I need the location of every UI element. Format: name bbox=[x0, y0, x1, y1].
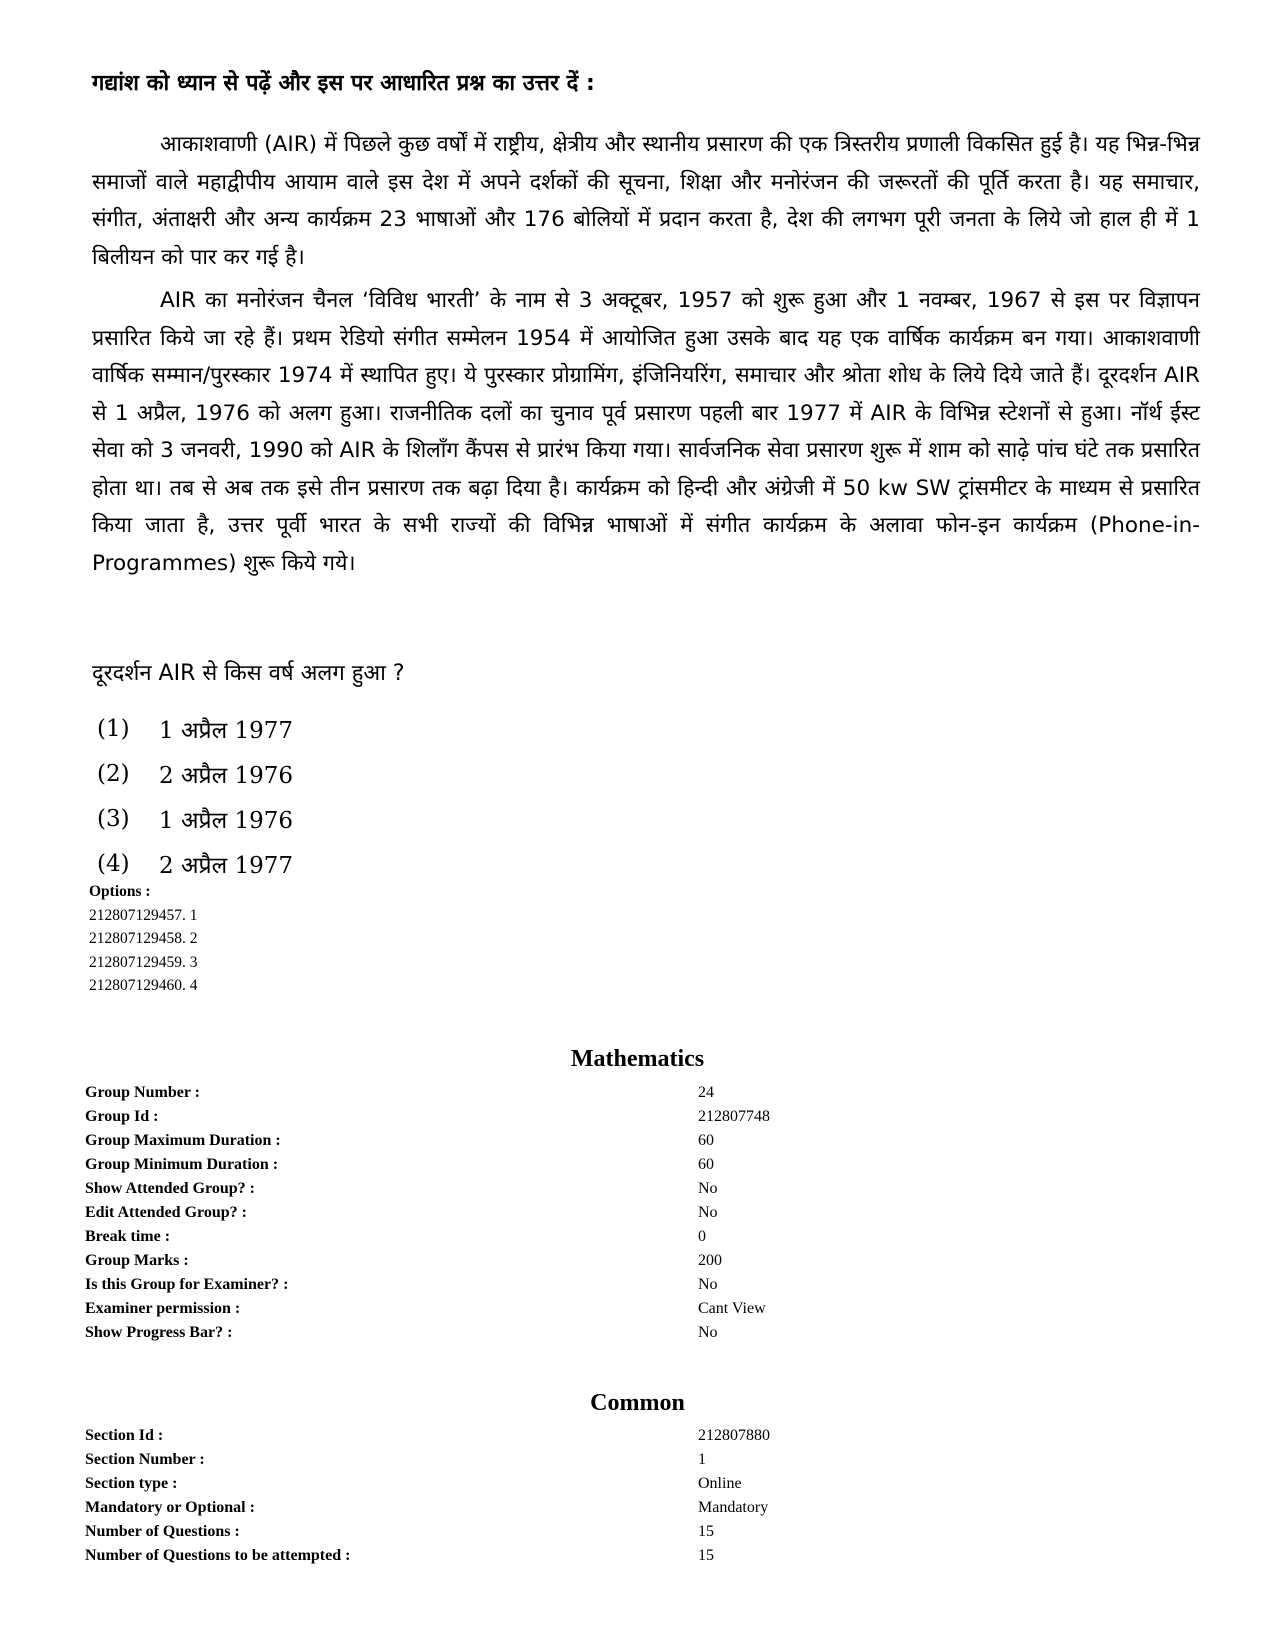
detail-value: 212807748 bbox=[698, 1108, 770, 1125]
group-details bbox=[85, 1081, 1185, 1345]
detail-row bbox=[85, 1129, 1185, 1153]
detail-row bbox=[85, 1081, 1185, 1105]
option-id-item: 212807129460. 4 bbox=[89, 977, 198, 994]
detail-row bbox=[85, 1496, 1185, 1520]
detail-value: 1 bbox=[698, 1451, 706, 1468]
detail-key: Section type : bbox=[85, 1475, 178, 1492]
detail-value: No bbox=[698, 1324, 718, 1341]
choice-number: (2) bbox=[97, 760, 130, 787]
detail-value: Cant View bbox=[698, 1300, 766, 1317]
choice-text: 2 अप्रैल 1976 bbox=[159, 762, 294, 789]
detail-row bbox=[85, 1544, 1185, 1568]
detail-row bbox=[85, 1297, 1185, 1321]
detail-key: Is this Group for Examiner? : bbox=[85, 1276, 289, 1293]
passage-paragraph-1: आकाशवाणी (AIR) में पिछले कुछ वर्षों में राष्ट्रीय, क्षेत्रीय और स्थानीय प्रसारण की एक त्रिस्तरीय प्रणाली विकसित हुई है। यह भिन्न-भिन्न समाजों वाले महाद्वीपीय आयाम वाले इस देश में अपने दर्शकों की सूचना, शिक्षा और मनोरंजन की जरूरतों की पूर्ति करता है। यह समाचार, संगीत, अंताक्षरी और अन्य कार्यक्रम 23 भाषाओं और 176 बोलियों में प्रदान करता है, देश की लगभग पूरी जनता के लिये जो हाल ही में 1 बिलीयन को पार कर गई है। bbox=[92, 132, 1200, 270]
group-title: Mathematics bbox=[570, 1046, 705, 1072]
option-id-item: 212807129458. 2 bbox=[89, 930, 198, 947]
detail-value: No bbox=[698, 1276, 718, 1293]
detail-key: Show Progress Bar? : bbox=[85, 1324, 233, 1341]
section-details bbox=[85, 1424, 1185, 1568]
detail-value: No bbox=[698, 1204, 718, 1221]
detail-row bbox=[85, 1105, 1185, 1129]
answer-choices bbox=[97, 706, 293, 886]
choice-text: 1 अप्रैल 1977 bbox=[159, 717, 294, 744]
options-label: Options : bbox=[89, 883, 151, 900]
section-title: Common bbox=[590, 1390, 685, 1416]
choice-3 bbox=[97, 796, 293, 841]
detail-value: Online bbox=[698, 1475, 742, 1492]
detail-key: Group Marks : bbox=[85, 1252, 189, 1269]
detail-value: Mandatory bbox=[698, 1499, 769, 1516]
choice-number: (1) bbox=[97, 715, 130, 742]
detail-value: 24 bbox=[698, 1084, 714, 1101]
detail-row bbox=[85, 1520, 1185, 1544]
choice-number: (4) bbox=[97, 850, 130, 877]
option-ids bbox=[89, 880, 198, 998]
detail-key: Break time : bbox=[85, 1228, 171, 1245]
detail-row bbox=[85, 1424, 1185, 1448]
detail-key: Group Minimum Duration : bbox=[85, 1156, 279, 1173]
option-id-item: 212807129459. 3 bbox=[89, 953, 198, 971]
detail-value: 60 bbox=[698, 1156, 714, 1173]
detail-value: 212807880 bbox=[698, 1427, 770, 1444]
detail-key: Section Number : bbox=[85, 1451, 205, 1468]
choice-number: (3) bbox=[97, 805, 130, 832]
detail-key: Show Attended Group? : bbox=[85, 1180, 255, 1197]
option-id-item: 212807129457. 1 bbox=[89, 906, 198, 924]
detail-key: Number of Questions : bbox=[85, 1523, 240, 1540]
passage-paragraph-2: AIR का मनोरंजन चैनल ‘विविध भारती’ के नाम से 3 अक्टूबर, 1957 को शुरू हुआ और 1 नवम्बर, 1967 से इस पर विज्ञापन प्रसारित किये जा रहे हैं। प्रथम रेडियो संगीत सम्मेलन 1954 में आयोजित हुआ उसके बाद यह एक वार्षिक कार्यक्रम बन गया। आकाशवाणी वार्षिक सम्मान/पुरस्कार 1974 में स्थापित हुए। ये पुरस्कार प्रोग्रामिंग, इंजिनियरिंग, समाचार और श्रोता शोध के लिये दिये जाते हैं। दूरदर्शन AIR से 1 अप्रैल, 1976 को अलग हुआ। राजनीतिक दलों का चुनाव पूर्व प्रसारण पहली बार 1977 में AIR के विभिन्न स्टेशनों से हुआ। नॉर्थ ईस्ट सेवा को 3 जनवरी, 1990 को AIR के शिलाँग कैंपस से प्रारंभ किया गया। सार्वजनिक सेवा प्रसारण शुरू में शाम को साढ़े पांच घंटे तक प्रसारित होता था। तब से अब तक इसे तीन प्रसारण तक बढ़ा दिया है। कार्यक्रम को हिन्दी और अंग्रेजी में 50 kw SW ट्रांसमीटर के माध्यम से प्रसारित किया जाता है, उत्तर पूर्वी भारत के सभी राज्यों की विभिन्न भाषाओं में संगीत कार्यक्रम के अलावा फोन-इन कार्यक्रम (Phone-in-Programmes) शुरू किये गये। bbox=[92, 288, 1200, 576]
instruction-heading: गद्यांश को ध्यान से पढ़ें और इस पर आधारित प्रश्न का उत्तर दें : bbox=[92, 71, 595, 96]
detail-key: Section Id : bbox=[85, 1427, 164, 1444]
detail-key: Examiner permission : bbox=[85, 1300, 241, 1317]
reading-passage bbox=[92, 126, 1200, 588]
detail-row bbox=[85, 1249, 1185, 1273]
detail-row bbox=[85, 1225, 1185, 1249]
choice-text: 2 अप्रैल 1977 bbox=[159, 852, 294, 879]
detail-key: Group Number : bbox=[85, 1084, 200, 1101]
detail-value: 15 bbox=[698, 1523, 714, 1540]
detail-row bbox=[85, 1448, 1185, 1472]
question-text: दूरदर्शन AIR से किस वर्ष अलग हुआ ? bbox=[92, 661, 405, 686]
detail-value: 60 bbox=[698, 1132, 714, 1149]
choice-text: 1 अप्रैल 1976 bbox=[159, 807, 294, 834]
detail-row bbox=[85, 1273, 1185, 1297]
detail-key: Edit Attended Group? : bbox=[85, 1204, 247, 1221]
detail-row bbox=[85, 1321, 1185, 1345]
detail-row bbox=[85, 1153, 1185, 1177]
detail-key: Group Id : bbox=[85, 1108, 159, 1125]
detail-row bbox=[85, 1201, 1185, 1225]
detail-value: No bbox=[698, 1180, 718, 1197]
choice-2 bbox=[97, 751, 293, 796]
detail-key: Group Maximum Duration : bbox=[85, 1132, 281, 1149]
choice-1 bbox=[97, 706, 293, 751]
detail-key: Mandatory or Optional : bbox=[85, 1499, 255, 1516]
detail-value: 15 bbox=[698, 1547, 714, 1564]
detail-key: Number of Questions to be attempted : bbox=[85, 1547, 351, 1564]
detail-value: 200 bbox=[698, 1252, 722, 1269]
detail-row bbox=[85, 1177, 1185, 1201]
detail-value: 0 bbox=[698, 1228, 706, 1245]
detail-row bbox=[85, 1472, 1185, 1496]
